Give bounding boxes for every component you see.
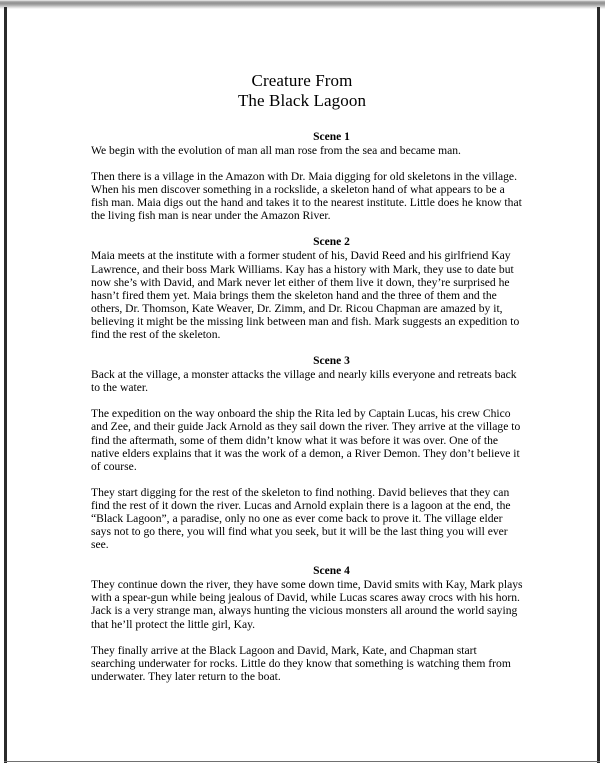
paragraph: Back at the village, a monster attacks the village and nearly kills everyone and retreats back to the water.	[91, 368, 517, 395]
paragraph: Maia meets at the institute with a former student of his, David Reed and his girlfriend Kay Lawrence, and their boss Mark Williams. Kay has a history with Mark, they use to date but now she’s with David, and Mark never let either of them live it down, they’re surprised he hasn’t fired them yet. Maia brings them the skeleton hand and the three of them and the others, Dr. Thomson, Kate Weaver, Dr. Zimm, and Dr. Ricou Chapman are amazed by it, believing it might be the missing link between man and fish. Mark suggests an expedition to find the rest of the skeleton.	[91, 249, 520, 342]
page-title	[7, 9, 597, 111]
scene-heading-2: Scene 2	[313, 236, 350, 249]
paragraph: We begin with the evolution of man all man rose from the sea and became man.	[91, 144, 461, 157]
page-title-line-2: The Black Lagoon	[237, 91, 367, 110]
paragraph: They start digging for the rest of the skeleton to find nothing. David believes that they can find the rest of it down the river. Lucas and Arnold explain there is a lagoon at the end, the “Black Lagoon”, a paradise, only no one as ever come back to prove it. The village elder says not to go there, you will find what you seek, but it will be the last thing you will ever see.	[91, 485, 511, 552]
scene-heading-1: Scene 1	[313, 131, 350, 143]
page-top-edge-shadow	[0, 0, 605, 9]
page-border-bottom	[4, 761, 600, 762]
paragraph: The expedition on the way onboard the ship the Rita led by Captain Lucas, his crew Chico and Zee, and their guide Jack Arnold as they sail down the river. They arrive at the village to find the aftermath, some of them didn’t know what it was before it was over. One of the native elders explains that it was the work of a demon, a River Demon. They don’t believe it of course.	[91, 407, 521, 473]
paragraph: They finally arrive at the Black Lagoon and David, Mark, Kate, and Chapman start searching underwater for rocks. Little do they know that something is watching them from underwater. They later return to the boat.	[91, 643, 511, 683]
paragraph: Then there is a village in the Amazon with Dr. Maia digging for old skeletons in the village. When his men discover something in a rockslide, a skeleton hand of what appears to be a fish man. Maia digs out the hand and takes it to the nearest institute. Little does he know that the living fish man is near under the Amazon River.	[91, 170, 522, 223]
document-sheet	[7, 9, 597, 761]
paragraph: They continue down the river, they have some down time, David smits with Kay, Mark plays with a spear-gun while being jealous of David, while Lucas scares away crocs with his horn. Jack is a very strange man, always hunting the vicious monsters all around the world saying that he’ll protect the little girl, Kay.	[91, 578, 523, 631]
document-body	[7, 131, 597, 683]
page-title-line-1: Creature From	[251, 71, 353, 90]
scene-heading-3: Scene 3	[313, 355, 350, 368]
page-border-right	[597, 7, 600, 763]
scene-heading-4: Scene 4	[313, 565, 350, 578]
